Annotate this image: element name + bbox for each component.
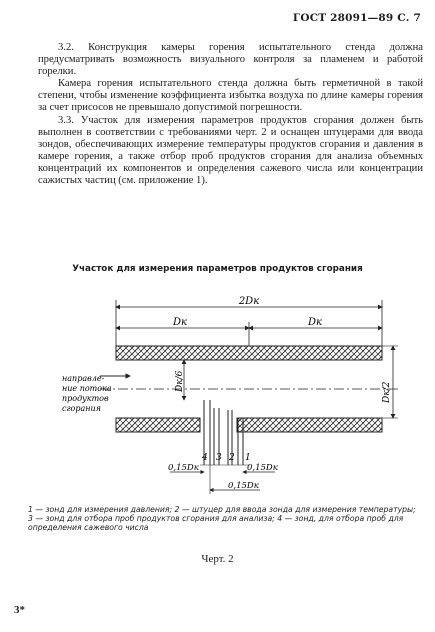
paragraph-chamber: Камера горения испытательного стенда должна быть герметичной в такой степени, чтобы изменение коэффициента избытка воздуха по длине камеры горения за счет присосов не превышало допустимой погрешности.	[38, 78, 423, 114]
probe-3-label: 3	[216, 453, 222, 463]
flow-label-1: направле-	[62, 374, 105, 383]
dim-bottom-right: 0,15Dк	[247, 463, 278, 473]
dim-radial-label: Dк/6	[175, 370, 185, 392]
pipe-bottom-wall-right	[237, 418, 382, 432]
probe-4-label: 4	[202, 453, 208, 463]
figure-legend: 1 — зонд для измерения давления; 2 — штуцер для ввода зонда для измерения температуры; 3 — зонд для отбора проб продуктов сгорания для анализа; 4 — зонд, для отбора проб для определения сажевого числа	[28, 505, 416, 533]
flow-label-4: сгорания	[62, 404, 101, 413]
figure-name: Черт. 2	[201, 553, 234, 565]
page-number: 3*	[14, 604, 25, 616]
dim-half-label: Dк/2	[382, 381, 392, 403]
dim-right-label: Dк	[308, 317, 322, 328]
probe-2-label: 2	[229, 453, 235, 463]
dim-bottom-center: 0,15Dк	[228, 481, 259, 491]
dim-left-label: Dк	[173, 317, 187, 328]
pipe-bottom-wall-left	[116, 418, 200, 432]
figure-caption: Участок для измерения параметров продуктов сгорания	[72, 264, 363, 274]
paragraph-3-3: 3.3. Участок для измерения параметров продуктов сгорания должен быть выполнен в соответствии с требованиями черт. 2 и оснащен штуцерами для ввода зондов, обеспечивающих измерение температуры продуктов сгорания и давления в камере горения, а также отбор проб продуктов сгорания для анализа объемных концентраций их компонентов и определения сажевого числа или концентрации сажистых частиц (см. приложение 1).	[38, 114, 423, 187]
paragraph-3-2: 3.2. Конструкция камеры горения испытательного стенда должна предусматривать возможность визуального контроля за пламенем и работой горелки.	[38, 42, 423, 78]
dim-bottom-left: 0,15Dк	[168, 463, 199, 473]
pipe-top-wall	[116, 346, 382, 360]
page-header: ГОСТ 28091—89 С. 7	[292, 12, 421, 24]
flow-label-2: ние потока	[62, 384, 112, 393]
probe-1-label: 1	[245, 453, 251, 463]
flow-label-3: продуктов	[62, 394, 109, 403]
dim-total-label: 2Dк	[238, 296, 260, 307]
